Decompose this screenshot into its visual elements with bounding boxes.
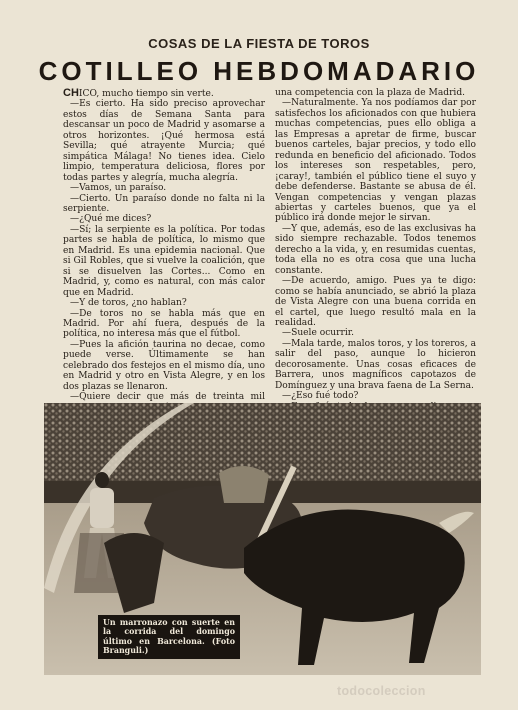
paragraph: —Es cierto. Ha sido preciso aprovechar estos días de Semana Santa para descansar un poco de Madrid y asomarse a otros horizontes. ¡Qué hermosa está Sevilla; qué atrayente Murcia; qué simpática Málaga! No tienes idea. Cielo limpio, temperatura deliciosa, flores por todas partes y alegría, mucha alegría. [63,99,265,183]
paragraph: —Y que, además, eso de las exclusivas ha sido siempre rechazable. Todos tenemos derecho a la vida, y, en resumidas cuentas, toda ella no es otra cosa que una lucha constante. [275,223,476,276]
paragraph-rest: ICO, mucho tiempo sin verte. [78,89,214,99]
section-kicker: COSAS DE LA FIESTA DE TOROS [148,36,370,51]
watermark-text: todocoleccion [337,684,426,698]
article-headline: COTILLEO HEBDOMADARIO [38,56,480,86]
paragraph [63,88,265,99]
text-column-right [275,88,476,443]
paragraph: —Suele ocurrir. [282,328,355,339]
paragraph: una competencia con la plaza de Madrid. [275,88,466,98]
photo-caption: Un marronazo con suerte en la corrida del domingo último en Barcelona. (Foto Branguli.) [98,615,240,659]
paragraph: —Quiere decir que más de treinta mil [70,392,265,403]
paragraph: —Cierto. Un paraíso donde no falta ni la serpiente. [63,193,265,214]
paragraph: —Sí; la serpiente es la política. Por todas partes se habla de política, lo mismo que en Madrid. Es una epidemia nacional. Que si Gil Robles, que si vuelve la coalición, que si se disuelven las Cortes... Como en Madrid, y, como es natural, con más calor que en Madrid. [63,224,265,298]
drop-initial: CH [63,87,79,99]
paragraph: —Vamos, un paraíso. [70,183,167,194]
paragraph: —Y de toros, ¿no hablan? [70,298,187,309]
paragraph: —¿Eso fué todo? [282,391,359,402]
paragraph: —De toros no se habla más que en Madrid. Por ahí fuera, después de la política, no interesa más que el fútbol. [63,308,265,340]
paragraph: —Pues la afición taurina no decae, como puede verse. Últimamente se han celebrado dos festejos en el mismo día, uno en Madrid y otro en Vista Alegre, y en los dos plazas se llenaron. [63,339,265,392]
paragraph: —¿Qué me dices? [70,214,152,225]
paragraph: —Naturalmente. Ya nos podíamos dar por satisfechos los aficionados con que hubiera muchas competencias, pues ello obliga a las Empresas a apretar de firme, buscar buenos carteles, bajar precios, y todo ello redunda en beneficio del aficionado. Todos los intereses son respetables, pero, ¡caray!, también el público tiene el suyo y debe defenderse. Bastante se abusa de él. Vengan competencias y vengan plazas abiertas y carteles buenos, que ya el público irá donde mejor le sirvan. [275,98,476,224]
paragraph: —Mala tarde, malos toros, y los toreros, a salir del paso, aunque lo hicieron decorosamente. Unas cosas eficaces de Barrera, unos magníficos capotazos de Domínguez y una brava faena de La Serna. [275,338,476,391]
text-column-left [63,88,265,444]
paragraph: —De acuerdo, amigo. Pues ya te digo: como se había anunciado, se abrió la plaza de Vista Alegre con una buena corrida en el cartel, que luego resultó mala en la realidad. [275,276,476,328]
